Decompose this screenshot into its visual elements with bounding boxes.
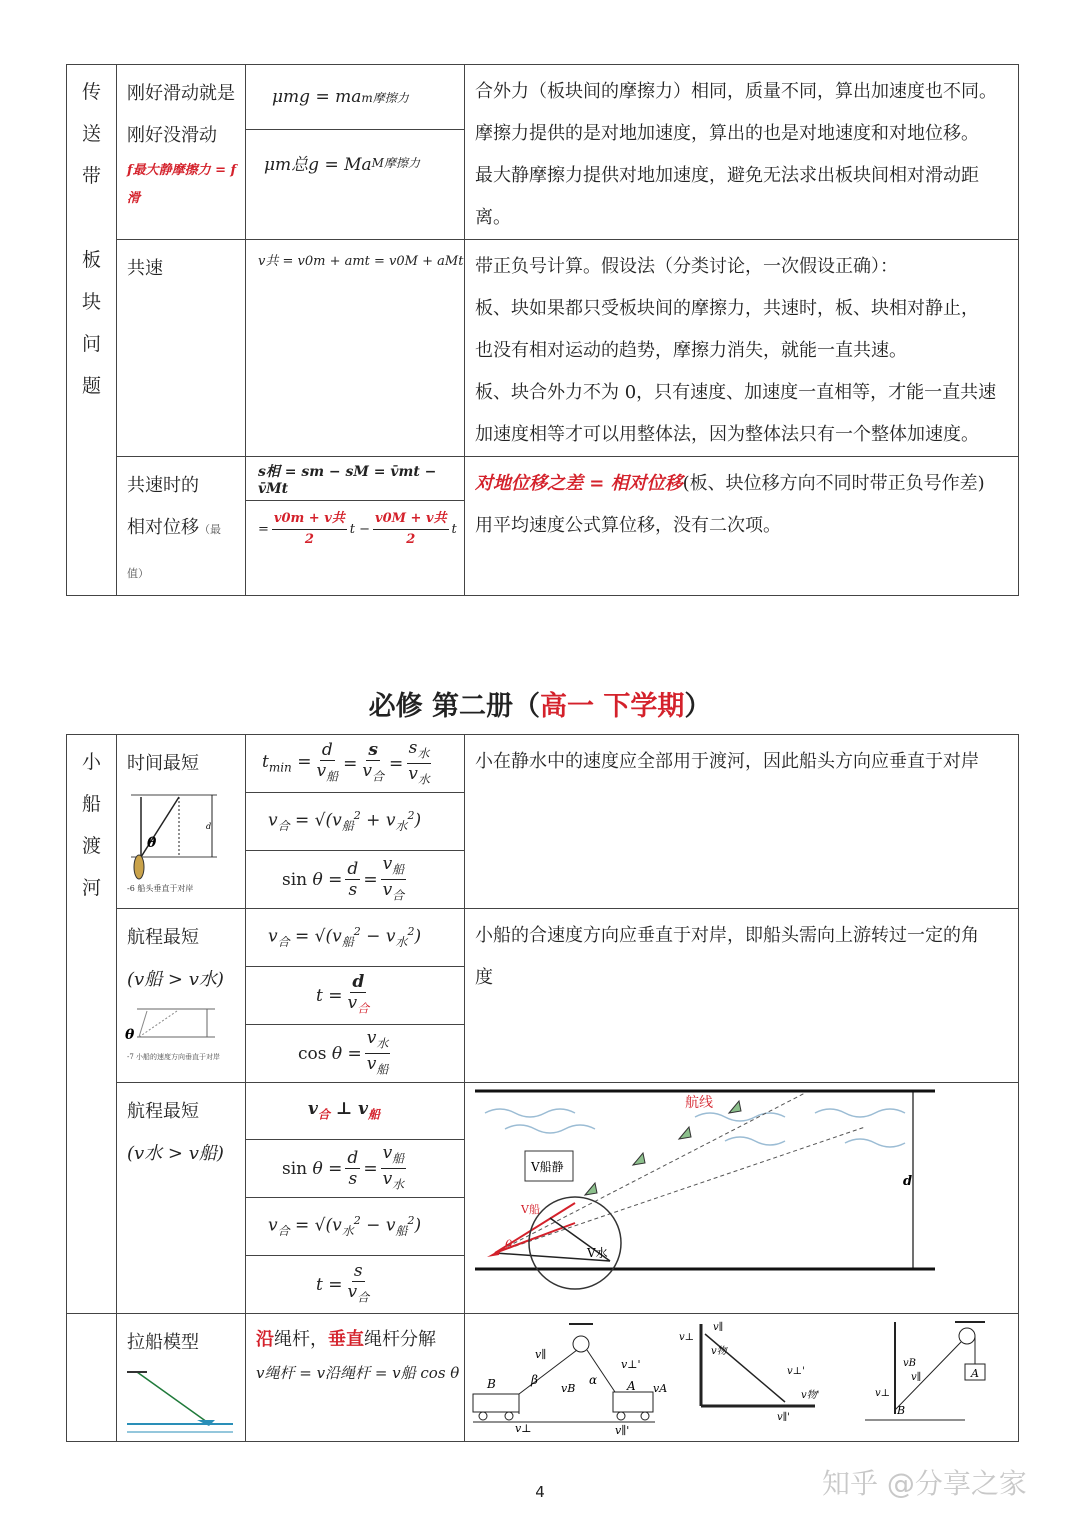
row-name-common-speed: 共速 bbox=[117, 240, 246, 457]
svg-text:θ: θ bbox=[505, 1238, 513, 1252]
svg-text:v⊥: v⊥ bbox=[875, 1388, 891, 1399]
svg-text:V船: V船 bbox=[521, 1203, 540, 1216]
svg-text:B: B bbox=[487, 1377, 496, 1391]
desc-relative-disp: 对地位移之差 = 相对位移(板、块位移方向不同时带正负号作差) 用平均速度公式算位移，没有二次项。 bbox=[465, 457, 1019, 596]
svg-text:v物: v物 bbox=[711, 1346, 727, 1357]
svg-text:v⊥': v⊥' bbox=[621, 1358, 641, 1371]
svg-text:V水: V水 bbox=[587, 1246, 608, 1260]
svg-text:vB: vB bbox=[561, 1382, 576, 1395]
formula-shortest-path-2: $v_合$ ⊥ $v_船$ sin θ = $\frac{d}{s}$ = $\frac{v_船}{v_水}$ $v_合 = √(v_水^2 - v_船^2)$ t = $\frac{s}{v_合}$ bbox=[246, 1083, 465, 1314]
desc-slide: 合外力（板块间的摩擦力）相同，质量不同，算出加速度也不同。 摩擦力提供的是对地加速度，算出的也是对地速度和对地位移。 最大静摩擦力提供对地加速度，避免无法求出板块间相对滑动距离。 bbox=[465, 65, 1019, 240]
svg-text:v⊥: v⊥ bbox=[679, 1332, 695, 1343]
row-name-relative-disp: 共速时的 相对位移（最值） bbox=[117, 457, 246, 596]
formula-pull-boat: 沿绳杆，垂直绳杆分解 v绳杆 = v沿绳杆 = v船 cos θ bbox=[246, 1314, 465, 1442]
row-name-shortest-path-2: 航程最短 (v水 > v船) bbox=[117, 1083, 246, 1314]
desc-shortest-time: 小在静水中的速度应全部用于渡河，因此船头方向应垂直于对岸 bbox=[465, 735, 1019, 909]
svg-text:-6 船头垂直于对岸: -6 船头垂直于对岸 bbox=[127, 884, 194, 893]
formula-relative-disp: s相 = sm − sM = v̄mt − v̄Mt = $\frac{\text{v0m + v共}}{2}$ t − $\frac{\text{v0M + v共}}{2}$ t bbox=[246, 457, 465, 596]
svg-text:d: d bbox=[206, 822, 212, 831]
watermark: 知乎 @分享之家 bbox=[822, 1467, 1027, 1500]
svg-text:θ: θ bbox=[125, 1027, 135, 1043]
svg-text:V船静: V船静 bbox=[531, 1160, 564, 1174]
formula-common-speed: v共 = v0m + amt = v0M + aMt bbox=[246, 240, 465, 457]
svg-text:航线: 航线 bbox=[685, 1095, 713, 1111]
svg-text:-7 小船的速度方向垂直于对岸: -7 小船的速度方向垂直于对岸 bbox=[127, 1053, 221, 1061]
formula-friction-a: μmg = ma m摩擦力 bbox=[246, 65, 464, 130]
svg-text:vB: vB bbox=[903, 1358, 916, 1369]
svg-text:v∥': v∥' bbox=[615, 1424, 630, 1437]
desc-common-speed: 带正负号计算。假设法（分类讨论，一次假设正确）： 板、块如果都只受板块间的摩擦力，共速时，板、块相对静止， 也没有相对运动的趋势，摩擦力消失，就能一直共速。 板、块合外力不为 0，只有速度、加速度一直相等，才能一直共速 加速度相等才可以用整体法，因为整体法只有一个整体加速度。 bbox=[465, 240, 1019, 457]
svg-text:v∥: v∥ bbox=[713, 1322, 724, 1333]
boat-crossing-table bbox=[66, 734, 1019, 1442]
svg-text:β: β bbox=[531, 1373, 538, 1387]
board-block-table bbox=[66, 64, 1019, 596]
svg-text:v物': v物' bbox=[801, 1390, 820, 1401]
svg-text:v⊥': v⊥' bbox=[787, 1366, 805, 1377]
svg-text:B: B bbox=[897, 1404, 906, 1417]
svg-text:v∥': v∥' bbox=[777, 1412, 791, 1423]
vertical-section-label-boat: 小 船 渡 河 bbox=[67, 735, 117, 1314]
shortest-time-diagram bbox=[117, 785, 237, 895]
svg-text:v∥: v∥ bbox=[535, 1348, 547, 1361]
pull-boat-diagrams bbox=[465, 1314, 1017, 1440]
svg-text:vA: vA bbox=[653, 1382, 668, 1395]
row-name-shortest-path-1: 航程最短 (v船 > v水) θ -7 小船的速度方向垂直于对岸 bbox=[117, 909, 246, 1083]
section-heading: 必修 第二册（高一 下学期） bbox=[368, 691, 712, 722]
svg-text:v∥: v∥ bbox=[911, 1372, 922, 1383]
svg-text:v⊥: v⊥ bbox=[515, 1422, 532, 1435]
svg-text:A: A bbox=[971, 1367, 979, 1380]
svg-text:θ: θ bbox=[147, 835, 157, 851]
vertical-section-label-empty bbox=[67, 1314, 117, 1442]
page-number: 4 bbox=[535, 1483, 545, 1501]
row-name-slide: 刚好滑动就是 刚好没滑动 f最大静摩擦力 = f滑 bbox=[117, 65, 246, 240]
svg-text:A: A bbox=[627, 1379, 636, 1393]
river-crossing-diagram bbox=[465, 1083, 1017, 1311]
formula-shortest-time: $t_{min}$ = $\frac{d}{v_船}$ = $\frac{s}{v_合}$ = $\frac{s_水}{v_水}$ $v_合 = √(v_船^2 + v_水^2)$ sin θ = $\frac{d}{s}$ = $\frac{v_船}{v_合}$ bbox=[246, 735, 465, 909]
pull-boat-thumb bbox=[117, 1364, 237, 1440]
formula-cell-slide bbox=[246, 65, 465, 240]
formula-shortest-path-1: $v_合 = √(v_船^2 - v_水^2)$ t = $\frac{d}{v_合}$ cos θ = $\frac{v_水}{v_船}$ bbox=[246, 909, 465, 1083]
vertical-section-label: 传 送 带 板 块 问 题 bbox=[67, 65, 117, 596]
svg-text:α: α bbox=[589, 1373, 598, 1387]
row-name-shortest-time: 时间最短 d θ -6 船头垂直于对岸 bbox=[117, 735, 246, 909]
diagram-cell-river bbox=[465, 1083, 1019, 1314]
formula-friction-b: μm总g = Ma M摩擦力 bbox=[264, 154, 420, 175]
desc-shortest-path-1: 小船的合速度方向应垂直于对岸，即船头需向上游转过一定的角 度 bbox=[465, 909, 1019, 1083]
diagram-cell-pull-boat bbox=[465, 1314, 1019, 1442]
row-name-pull-boat: 拉船模型 bbox=[117, 1314, 246, 1442]
shortest-path-diagram bbox=[117, 1001, 237, 1065]
svg-text:d: d bbox=[903, 1174, 913, 1189]
